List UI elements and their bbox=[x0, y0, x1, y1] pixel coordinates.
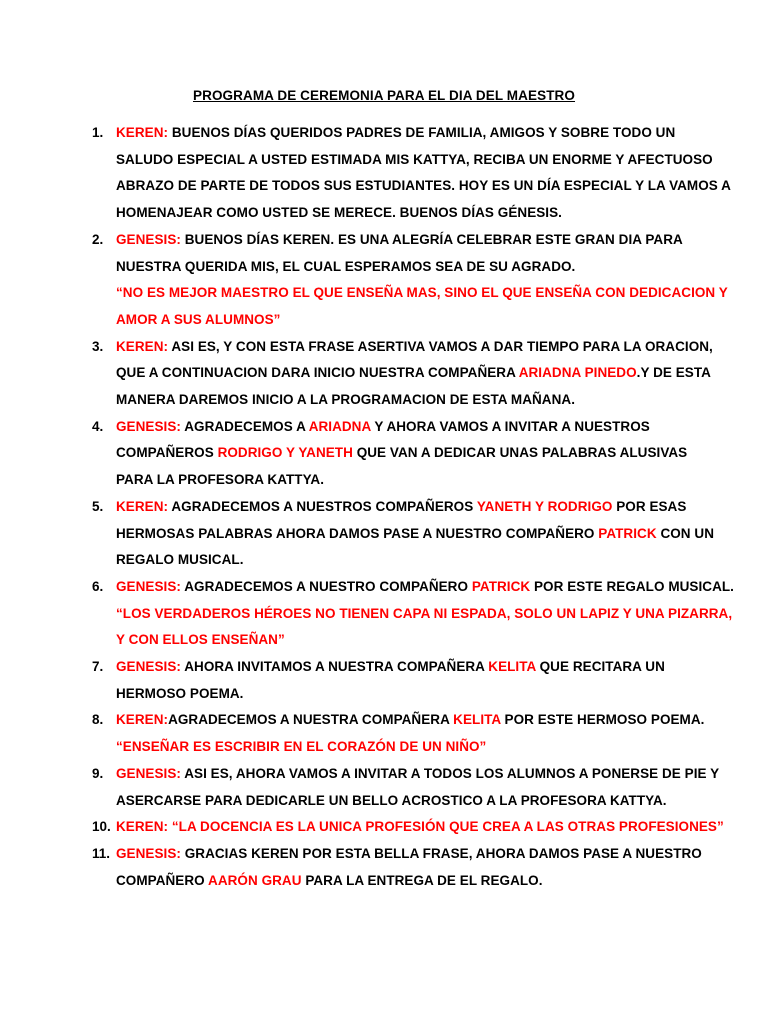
item-line bbox=[116, 574, 734, 601]
highlighted-text: “ENSEÑAR ES ESCRIBIR EN EL CORAZÓN DE UN NIÑO” bbox=[116, 739, 487, 755]
highlighted-text: KEREN: bbox=[116, 712, 169, 728]
highlighted-text: GENESIS: bbox=[116, 231, 181, 247]
item-number: 1. bbox=[92, 125, 104, 140]
program-item bbox=[0, 414, 706, 494]
item-line bbox=[116, 280, 728, 307]
body-text: Y AHORA VAMOS A INVITAR A NUESTROS bbox=[370, 418, 650, 434]
item-number: 3. bbox=[92, 338, 104, 354]
item-line bbox=[116, 227, 706, 254]
highlighted-text: YANETH Y RODRIGO bbox=[476, 498, 613, 514]
body-text: CON UN bbox=[656, 525, 714, 541]
item-line bbox=[116, 334, 713, 361]
item-line bbox=[116, 254, 706, 281]
body-text: MANERA DAREMOS INICIO A LA PROGRAMACION DE ESTA MAÑANA. bbox=[116, 392, 575, 408]
body-text: AHORA INVITAMOS A NUESTRA COMPAÑERA bbox=[180, 659, 489, 675]
program-item bbox=[0, 654, 706, 707]
highlighted-text: AMOR A SUS ALUMNOS” bbox=[116, 311, 281, 327]
item-line bbox=[116, 521, 714, 548]
body-text: REGALO MUSICAL. bbox=[116, 552, 244, 568]
body-text: POR ESTE HERMOSO POEMA. bbox=[500, 712, 705, 728]
program-item bbox=[0, 574, 734, 654]
body-text: COMPAÑERO bbox=[116, 872, 209, 888]
item-line bbox=[116, 627, 706, 654]
body-text: HERMOSO POEMA. bbox=[116, 685, 244, 701]
body-text: ASI ES, Y CON ESTA FRASE ASERTIVA VAMOS A DAR TIEMPO PARA LA ORACION, bbox=[168, 338, 713, 354]
body-text: AGRADECEMOS A NUESTRA COMPAÑERA bbox=[168, 712, 454, 728]
item-line bbox=[116, 814, 724, 841]
body-text: PARA LA ENTREGA DE EL REGALO. bbox=[301, 872, 543, 888]
item-number: 5. bbox=[92, 498, 104, 514]
body-text: .Y DE ESTA bbox=[636, 365, 711, 381]
body-text: BUENOS DÍAS KEREN. ES UNA ALEGRÍA CELEBRAR ESTE GRAN DIA PARA bbox=[180, 231, 683, 247]
item-number: 2. bbox=[92, 231, 104, 247]
program-list bbox=[0, 120, 768, 894]
program-item bbox=[0, 120, 731, 227]
highlighted-text: PATRICK bbox=[471, 578, 531, 594]
item-line bbox=[116, 173, 731, 200]
item-number: 10. bbox=[92, 819, 111, 835]
item-line bbox=[116, 414, 706, 441]
highlighted-text: GENESIS: bbox=[116, 659, 181, 675]
program-item bbox=[0, 761, 720, 814]
body-text: GRACIAS KEREN POR ESTA BELLA FRASE, AHORA DAMOS PASE A NUESTRO bbox=[180, 845, 702, 861]
highlighted-text: KEREN: bbox=[116, 125, 169, 140]
highlighted-text: KEREN: “LA DOCENCIA ES LA UNICA PROFESIÓN QUE CREA A LAS OTRAS PROFESIONES” bbox=[116, 819, 724, 835]
item-line bbox=[116, 307, 706, 334]
program-item bbox=[0, 707, 706, 760]
body-text: HERMOSAS PALABRAS AHORA DAMOS PASE A NUESTRO COMPAÑERO bbox=[116, 525, 599, 541]
highlighted-text: GENESIS: bbox=[116, 765, 181, 781]
body-text: BUENOS DÍAS QUERIDOS PADRES DE FAMILIA, AMIGOS Y SOBRE TODO UN bbox=[168, 125, 676, 140]
highlighted-text: RODRIGO Y YANETH bbox=[217, 445, 353, 461]
highlighted-text: GENESIS: bbox=[116, 845, 181, 861]
item-line bbox=[116, 707, 706, 734]
body-text: QUE RECITARA UN bbox=[535, 659, 665, 675]
highlighted-text: KELITA bbox=[488, 659, 536, 675]
item-number: 7. bbox=[92, 659, 104, 675]
highlighted-text: “NO ES MEJOR MAESTRO EL QUE ENSEÑA MAS, SINO EL QUE ENSEÑA CON DEDICACION Y bbox=[116, 285, 728, 301]
item-line bbox=[116, 147, 713, 174]
item-line bbox=[116, 467, 706, 494]
program-item bbox=[0, 334, 713, 414]
item-number: 6. bbox=[92, 578, 104, 594]
body-text: AGRADECEMOS A bbox=[180, 418, 309, 434]
item-number: 9. bbox=[92, 765, 104, 781]
body-text: ABRAZO DE PARTE DE TODOS SUS ESTUDIANTES. HOY ES UN DÍA ESPECIAL Y LA VAMOS A bbox=[116, 178, 731, 194]
body-text: QUE A CONTINUACION DARA INICIO NUESTRA COMPAÑERA bbox=[116, 365, 519, 381]
body-text: AGRADECEMOS A NUESTRO COMPAÑERO bbox=[180, 578, 472, 594]
item-line bbox=[116, 734, 706, 761]
item-line bbox=[116, 360, 711, 387]
program-item bbox=[0, 814, 724, 841]
item-line bbox=[116, 654, 706, 681]
item-line bbox=[116, 440, 706, 467]
item-line bbox=[116, 387, 706, 414]
body-text: ASI ES, AHORA VAMOS A INVITAR A TODOS LOS ALUMNOS A PONERSE DE PIE Y bbox=[180, 765, 720, 781]
highlighted-text: GENESIS: bbox=[116, 578, 181, 594]
highlighted-text: AARÓN GRAU bbox=[208, 872, 302, 888]
highlighted-text: ARIADNA bbox=[308, 418, 371, 434]
highlighted-text: ARIADNA PINEDO bbox=[518, 365, 637, 381]
item-line bbox=[116, 868, 706, 895]
body-text: POR ESAS bbox=[612, 498, 687, 514]
item-number: 4. bbox=[92, 418, 104, 434]
body-text: POR ESTE REGALO MUSICAL. bbox=[530, 578, 734, 594]
highlighted-text: GENESIS: bbox=[116, 418, 181, 434]
body-text: ASERCARSE PARA DEDICARLE UN BELLO ACROSTICO A LA PROFESORA KATTYA. bbox=[116, 792, 667, 808]
highlighted-text: KELITA bbox=[453, 712, 501, 728]
highlighted-text: “LOS VERDADEROS HÉROES NO TIENEN CAPA NI ESPADA, SOLO UN LAPIZ Y UNA PIZARRA, bbox=[116, 605, 733, 621]
item-line bbox=[116, 120, 706, 147]
item-line bbox=[116, 494, 706, 521]
body-text: SALUDO ESPECIAL A USTED ESTIMADA MIS KATTYA, RECIBA UN ENORME Y AFECTUOSO bbox=[116, 151, 713, 167]
highlighted-text: Y CON ELLOS ENSEÑAN” bbox=[116, 632, 285, 648]
program-item bbox=[0, 494, 714, 574]
item-line bbox=[116, 200, 706, 227]
body-text: NUESTRA QUERIDA MIS, EL CUAL ESPERAMOS SEA DE SU AGRADO. bbox=[116, 258, 576, 274]
highlighted-text: PATRICK bbox=[598, 525, 657, 541]
body-text: QUE VAN A DEDICAR UNAS PALABRAS ALUSIVAS bbox=[352, 445, 688, 461]
program-item bbox=[0, 227, 728, 334]
item-line bbox=[116, 601, 733, 628]
body-text: HOMENAJEAR COMO USTED SE MERECE. BUENOS DÍAS GÉNESIS. bbox=[116, 205, 562, 221]
highlighted-text: KEREN: bbox=[116, 338, 169, 354]
item-number: 8. bbox=[92, 712, 104, 728]
item-line bbox=[116, 547, 706, 574]
item-line bbox=[116, 681, 706, 708]
body-text: COMPAÑEROS bbox=[116, 445, 218, 461]
item-line bbox=[116, 761, 720, 788]
body-text: AGRADECEMOS A NUESTROS COMPAÑEROS bbox=[168, 498, 477, 514]
page-title: PROGRAMA DE CEREMONIA PARA EL DIA DEL MAESTRO bbox=[192, 88, 576, 103]
item-number: 11. bbox=[92, 845, 111, 861]
body-text: PARA LA PROFESORA KATTYA. bbox=[116, 472, 325, 488]
item-line bbox=[116, 788, 706, 815]
highlighted-text: KEREN: bbox=[116, 498, 169, 514]
program-item bbox=[0, 841, 706, 894]
item-line bbox=[116, 841, 706, 868]
